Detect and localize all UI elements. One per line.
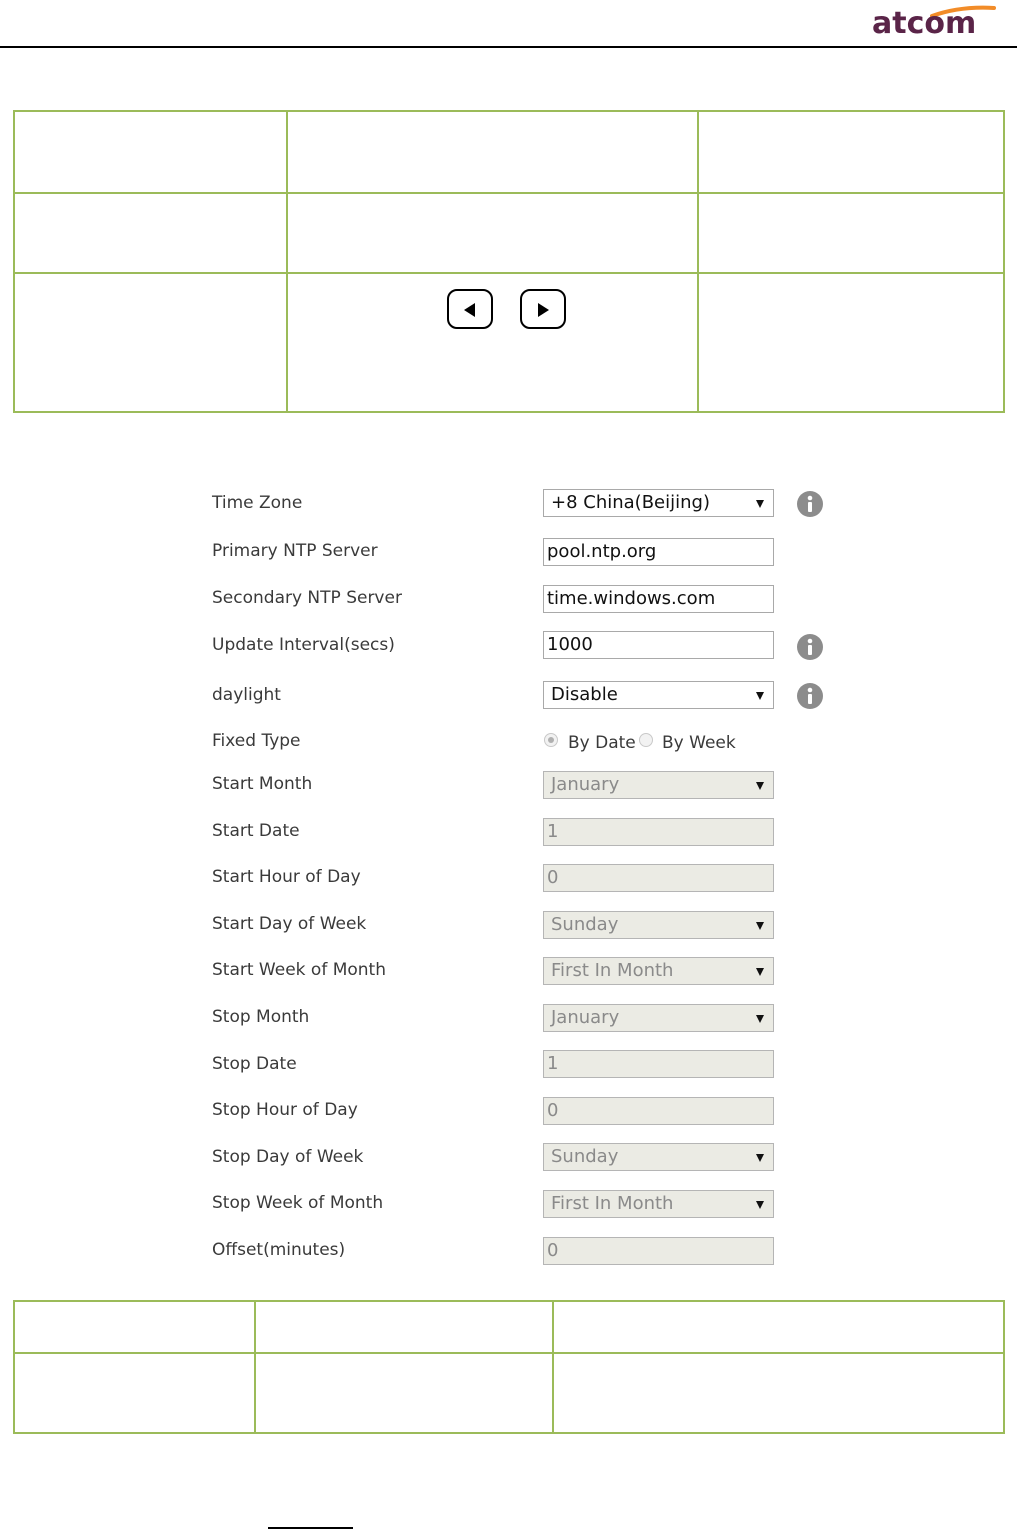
table-cell xyxy=(287,193,698,273)
atcom-logo xyxy=(872,4,1000,44)
daylight-value: Disable xyxy=(551,684,618,705)
table-cell xyxy=(255,1353,553,1433)
stop-month-select[interactable] xyxy=(543,1004,774,1032)
start-dow-value: Sunday xyxy=(551,914,619,935)
chevron-down-icon xyxy=(756,782,764,790)
start-date-label: Start Date xyxy=(212,821,300,841)
start-month-label: Start Month xyxy=(212,774,313,794)
time-zone-label: Time Zone xyxy=(212,493,303,513)
table-cell xyxy=(287,273,698,412)
by-week-radio[interactable] xyxy=(639,733,653,747)
stop-month-label: Stop Month xyxy=(212,1007,310,1027)
logo-text: atcom xyxy=(872,6,977,41)
primary-ntp-value: pool.ntp.org xyxy=(547,541,657,562)
start-month-select[interactable] xyxy=(543,771,774,799)
info-icon[interactable] xyxy=(797,683,823,709)
start-date-value: 1 xyxy=(547,821,559,842)
stop-month-value: January xyxy=(551,1007,620,1028)
update-interval-value: 1000 xyxy=(547,634,593,655)
secondary-ntp-input[interactable] xyxy=(543,585,774,613)
stop-wom-label: Stop Week of Month xyxy=(212,1193,384,1213)
stop-wom-select[interactable] xyxy=(543,1190,774,1218)
key-table xyxy=(13,110,1005,413)
chevron-down-icon xyxy=(756,1201,764,1209)
table-cell xyxy=(14,1353,255,1433)
left-arrow-key-icon xyxy=(447,289,493,329)
time-zone-value: +8 China(Beijing) xyxy=(551,492,710,513)
chevron-down-icon xyxy=(756,500,764,508)
chevron-down-icon xyxy=(756,692,764,700)
start-wom-select[interactable] xyxy=(543,957,774,985)
daylight-select[interactable] xyxy=(543,681,774,709)
right-arrow-key-icon xyxy=(520,289,566,329)
stop-dow-select[interactable] xyxy=(543,1143,774,1171)
fixed-type-label: Fixed Type xyxy=(212,731,301,751)
offset-input[interactable] xyxy=(543,1237,774,1265)
chevron-down-icon xyxy=(756,1154,764,1162)
table-cell xyxy=(553,1301,1004,1353)
table-cell xyxy=(14,1301,255,1353)
table-cell xyxy=(698,193,1004,273)
start-month-value: January xyxy=(551,774,620,795)
offset-value: 0 xyxy=(547,1240,559,1261)
table-cell xyxy=(553,1353,1004,1433)
start-wom-value: First In Month xyxy=(551,960,674,981)
secondary-ntp-label: Secondary NTP Server xyxy=(212,588,402,608)
chevron-down-icon xyxy=(756,1015,764,1023)
stop-dow-value: Sunday xyxy=(551,1146,619,1167)
table-cell xyxy=(698,273,1004,412)
start-date-input[interactable] xyxy=(543,818,774,846)
table-cell xyxy=(255,1301,553,1353)
start-dow-select[interactable] xyxy=(543,911,774,939)
stop-date-label: Stop Date xyxy=(212,1054,297,1074)
by-date-radio[interactable] xyxy=(544,733,558,747)
chevron-down-icon xyxy=(756,922,764,930)
by-week-label: By Week xyxy=(662,733,736,753)
daylight-label: daylight xyxy=(212,685,281,705)
primary-ntp-label: Primary NTP Server xyxy=(212,541,378,561)
header-rule xyxy=(0,46,1017,48)
update-interval-input[interactable] xyxy=(543,631,774,659)
update-interval-label: Update Interval(secs) xyxy=(212,635,395,655)
footer-underline xyxy=(268,1527,353,1529)
info-icon[interactable] xyxy=(797,491,823,517)
table-cell xyxy=(14,273,287,412)
table-cell xyxy=(698,111,1004,193)
start-hour-value: 0 xyxy=(547,867,559,888)
stop-date-input[interactable] xyxy=(543,1050,774,1078)
start-dow-label: Start Day of Week xyxy=(212,914,367,934)
time-zone-select[interactable] xyxy=(543,489,774,517)
start-hour-input[interactable] xyxy=(543,864,774,892)
offset-label: Offset(minutes) xyxy=(212,1240,346,1260)
stop-dow-label: Stop Day of Week xyxy=(212,1147,364,1167)
parameter-table xyxy=(13,1300,1005,1434)
info-icon[interactable] xyxy=(797,634,823,660)
stop-date-value: 1 xyxy=(547,1053,559,1074)
table-cell xyxy=(287,111,698,193)
table-cell xyxy=(14,111,287,193)
start-wom-label: Start Week of Month xyxy=(212,960,386,980)
stop-hour-input[interactable] xyxy=(543,1097,774,1125)
primary-ntp-input[interactable] xyxy=(543,538,774,566)
table-cell xyxy=(14,193,287,273)
stop-wom-value: First In Month xyxy=(551,1193,674,1214)
secondary-ntp-value: time.windows.com xyxy=(547,588,716,609)
by-date-label: By Date xyxy=(568,733,636,753)
chevron-down-icon xyxy=(756,968,764,976)
stop-hour-label: Stop Hour of Day xyxy=(212,1100,358,1120)
start-hour-label: Start Hour of Day xyxy=(212,867,361,887)
stop-hour-value: 0 xyxy=(547,1100,559,1121)
